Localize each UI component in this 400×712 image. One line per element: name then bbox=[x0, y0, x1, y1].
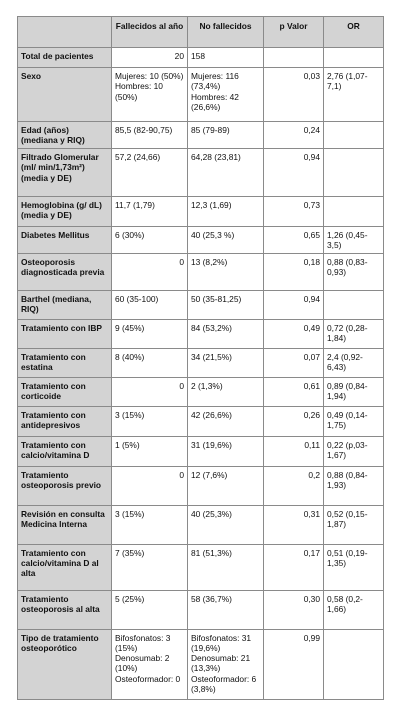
cell-fallecidos: 0 bbox=[112, 466, 188, 505]
cell-or bbox=[324, 290, 384, 319]
table-row bbox=[18, 290, 384, 319]
row-label: Hemoglobina (g/ dL) (media y DE) bbox=[18, 197, 112, 227]
table-body bbox=[18, 48, 384, 700]
table-row bbox=[18, 48, 384, 68]
table-row bbox=[18, 544, 384, 590]
cell-p-valor: 0,26 bbox=[264, 406, 324, 436]
table-row bbox=[18, 406, 384, 436]
cell-or: 0,51 (0,19-1,35) bbox=[324, 544, 384, 590]
row-label: Tratamiento con calcio/vitamina D al alta bbox=[18, 544, 112, 590]
cell-fallecidos: 5 (25%) bbox=[112, 590, 188, 629]
cell-fallecidos: 8 (40%) bbox=[112, 348, 188, 377]
table-row bbox=[18, 590, 384, 629]
cell-or: 0,22 (p,03-1,67) bbox=[324, 436, 384, 466]
cell-p-valor: 0,24 bbox=[264, 122, 324, 149]
results-table bbox=[17, 16, 384, 700]
cell-no-fallecidos: 158 bbox=[188, 48, 264, 68]
cell-p-valor bbox=[264, 48, 324, 68]
table-row bbox=[18, 253, 384, 290]
table-row bbox=[18, 505, 384, 544]
cell-or: 2,4 (0,92-6,43) bbox=[324, 348, 384, 377]
row-label: Osteoporosis diagnosticada previa bbox=[18, 253, 112, 290]
header-empty bbox=[18, 17, 112, 48]
cell-or bbox=[324, 629, 384, 699]
row-label: Barthel (mediana, RIQ) bbox=[18, 290, 112, 319]
cell-p-valor: 0,49 bbox=[264, 319, 324, 348]
cell-fallecidos: 0 bbox=[112, 253, 188, 290]
cell-p-valor: 0,99 bbox=[264, 629, 324, 699]
cell-or bbox=[324, 197, 384, 227]
cell-or: 0,52 (0,15-1,87) bbox=[324, 505, 384, 544]
cell-fallecidos: 3 (15%) bbox=[112, 505, 188, 544]
cell-no-fallecidos: 12 (7,6%) bbox=[188, 466, 264, 505]
cell-no-fallecidos: 12,3 (1,69) bbox=[188, 197, 264, 227]
cell-fallecidos: 1 (5%) bbox=[112, 436, 188, 466]
cell-p-valor: 0,31 bbox=[264, 505, 324, 544]
row-label: Tratamiento con corticoide bbox=[18, 377, 112, 406]
table-row bbox=[18, 629, 384, 699]
cell-p-valor: 0,11 bbox=[264, 436, 324, 466]
cell-p-valor: 0,07 bbox=[264, 348, 324, 377]
cell-fallecidos: Bifosfonatos: 3 (15%) Denosumab: 2 (10%) Osteoformador: 0 bbox=[112, 629, 188, 699]
header-or: OR bbox=[324, 17, 384, 48]
cell-fallecidos: 9 (45%) bbox=[112, 319, 188, 348]
cell-or: 0,58 (0,2-1,66) bbox=[324, 590, 384, 629]
cell-no-fallecidos: 42 (26,6%) bbox=[188, 406, 264, 436]
row-label: Filtrado Glomerular (ml/ min/1,73m²) (media y DE) bbox=[18, 149, 112, 197]
header-fallecidos: Fallecidos al año bbox=[112, 17, 188, 48]
cell-p-valor: 0,2 bbox=[264, 466, 324, 505]
table-container bbox=[17, 16, 384, 700]
row-label: Tratamiento con IBP bbox=[18, 319, 112, 348]
cell-p-valor: 0,61 bbox=[264, 377, 324, 406]
table-row bbox=[18, 348, 384, 377]
table-row bbox=[18, 319, 384, 348]
cell-or: 1,26 (0,45-3,5) bbox=[324, 227, 384, 254]
table-row bbox=[18, 466, 384, 505]
cell-or bbox=[324, 149, 384, 197]
cell-no-fallecidos: 50 (35-81,25) bbox=[188, 290, 264, 319]
cell-fallecidos: 60 (35-100) bbox=[112, 290, 188, 319]
cell-fallecidos: 7 (35%) bbox=[112, 544, 188, 590]
cell-or bbox=[324, 48, 384, 68]
cell-no-fallecidos: 34 (21,5%) bbox=[188, 348, 264, 377]
row-label: Diabetes Mellitus bbox=[18, 227, 112, 254]
cell-p-valor: 0,65 bbox=[264, 227, 324, 254]
cell-no-fallecidos: Bifosfonatos: 31 (19,6%) Denosumab: 21 (13,3%) Osteoformador: 6 (3,8%) bbox=[188, 629, 264, 699]
cell-fallecidos: Mujeres: 10 (50%) Hombres: 10 (50%) bbox=[112, 68, 188, 122]
row-label: Tratamiento osteoporosis previo bbox=[18, 466, 112, 505]
cell-no-fallecidos: 2 (1,3%) bbox=[188, 377, 264, 406]
row-label: Tipo de tratamiento osteoporótico bbox=[18, 629, 112, 699]
table-row bbox=[18, 197, 384, 227]
table-row bbox=[18, 68, 384, 122]
cell-no-fallecidos: 84 (53,2%) bbox=[188, 319, 264, 348]
row-label: Revisión en consulta Medicina Interna bbox=[18, 505, 112, 544]
cell-or: 0,88 (0,84-1,93) bbox=[324, 466, 384, 505]
cell-p-valor: 0,94 bbox=[264, 149, 324, 197]
table-row bbox=[18, 436, 384, 466]
table-row bbox=[18, 377, 384, 406]
cell-no-fallecidos: 13 (8,2%) bbox=[188, 253, 264, 290]
row-label: Tratamiento con calcio/vitamina D bbox=[18, 436, 112, 466]
cell-fallecidos: 3 (15%) bbox=[112, 406, 188, 436]
header-row bbox=[18, 17, 384, 48]
cell-fallecidos: 0 bbox=[112, 377, 188, 406]
cell-no-fallecidos: 81 (51,3%) bbox=[188, 544, 264, 590]
cell-or: 0,89 (0,84-1,94) bbox=[324, 377, 384, 406]
header-no-fallecidos: No fallecidos bbox=[188, 17, 264, 48]
row-label: Tratamiento con antidepresivos bbox=[18, 406, 112, 436]
cell-p-valor: 0,73 bbox=[264, 197, 324, 227]
cell-p-valor: 0,30 bbox=[264, 590, 324, 629]
cell-no-fallecidos: 40 (25,3%) bbox=[188, 505, 264, 544]
row-label: Edad (años) (mediana y RIQ) bbox=[18, 122, 112, 149]
cell-or: 0,72 (0,28-1,84) bbox=[324, 319, 384, 348]
row-label: Sexo bbox=[18, 68, 112, 122]
cell-p-valor: 0,17 bbox=[264, 544, 324, 590]
table-row bbox=[18, 122, 384, 149]
cell-p-valor: 0,03 bbox=[264, 68, 324, 122]
cell-no-fallecidos: 31 (19,6%) bbox=[188, 436, 264, 466]
cell-fallecidos: 6 (30%) bbox=[112, 227, 188, 254]
cell-no-fallecidos: 85 (79-89) bbox=[188, 122, 264, 149]
table-row bbox=[18, 149, 384, 197]
cell-p-valor: 0,18 bbox=[264, 253, 324, 290]
table-row bbox=[18, 227, 384, 254]
cell-p-valor: 0,94 bbox=[264, 290, 324, 319]
cell-no-fallecidos: Mujeres: 116 (73,4%) Hombres: 42 (26,6%) bbox=[188, 68, 264, 122]
header-p-valor: p Valor bbox=[264, 17, 324, 48]
cell-fallecidos: 20 bbox=[112, 48, 188, 68]
cell-no-fallecidos: 58 (36,7%) bbox=[188, 590, 264, 629]
row-label: Tratamiento con estatina bbox=[18, 348, 112, 377]
cell-or bbox=[324, 122, 384, 149]
row-label: Total de pacientes bbox=[18, 48, 112, 68]
cell-fallecidos: 85,5 (82-90,75) bbox=[112, 122, 188, 149]
row-label: Tratamiento osteoporosis al alta bbox=[18, 590, 112, 629]
cell-or: 2,76 (1,07-7,1) bbox=[324, 68, 384, 122]
cell-no-fallecidos: 64,28 (23,81) bbox=[188, 149, 264, 197]
cell-or: 0,49 (0,14-1,75) bbox=[324, 406, 384, 436]
cell-or: 0,88 (0,83-0,93) bbox=[324, 253, 384, 290]
cell-fallecidos: 57,2 (24,66) bbox=[112, 149, 188, 197]
cell-fallecidos: 11,7 (1,79) bbox=[112, 197, 188, 227]
cell-no-fallecidos: 40 (25,3 %) bbox=[188, 227, 264, 254]
